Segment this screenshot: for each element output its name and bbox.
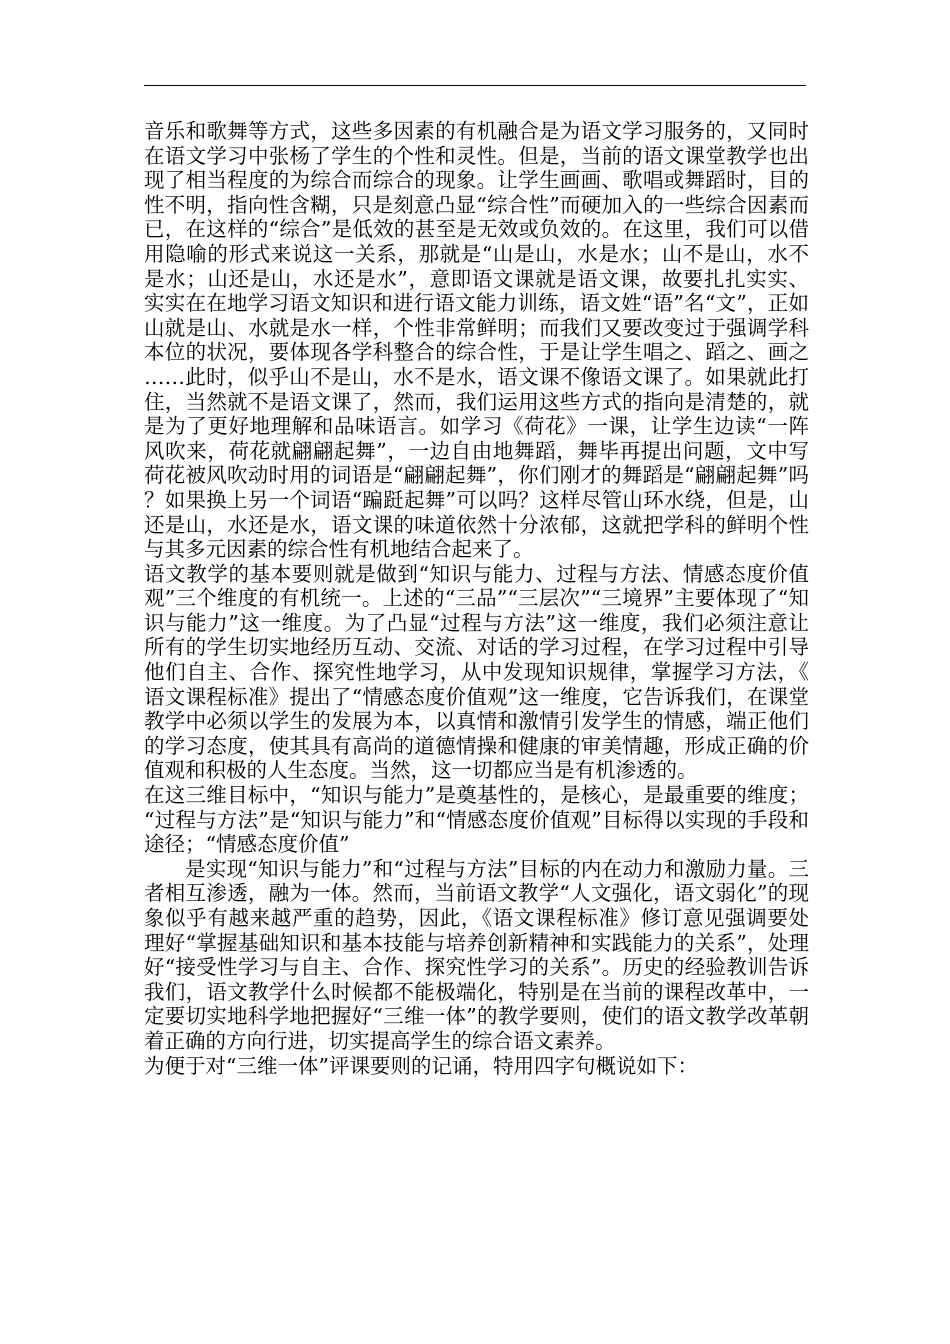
paragraph-4: 是实现“知识与能力”和“过程与方法”目标的内在动力和激励力量。三者相互渗透，融为一体。然而，当前语文教学“人文强化，语文弱化”的现象似乎有越来越严重的趋势，因此，《语文课程标准》修订意见强调要处理好“掌握基础知识和基本技能与培养创新精神和实践能力的关系”，处理好“接受性学习与自主、合作、探究性学习的关系”。历史的经验教训告诉我们，语文教学什么时候都不能极端化，特别是在当前的课程改革中，一定要切实地科学地把握好“三维一体”的教学要则，使们的语文教学改革朝着正确的方向行进，切实提高学生的综合语文素养。 xyxy=(144,856,809,1053)
paragraph-5: 为便于对“三维一体”评课要则的记诵，特用四字句概说如下： xyxy=(144,1053,698,1078)
header-rule xyxy=(144,85,806,86)
paragraph-2: 语文教学的基本要则就是做到“知识与能力、过程与方法、情感态度价值观”三个维度的有机统一。上述的“三品”“三层次”“三境界”主要体现了“知识与能力”这一维度。为了凸显“过程与方法”这一维度，我们必须注意让所有的学生切实地经历互动、交流、对话的学习过程，在学习过程中引导他们自主、合作、探究性地学习，从中发现知识规律，掌握学习方法，《语文课程标准》提出了“情感态度价值观”这一维度，它告诉我们，在课堂教学中必须以学生的发展为本，以真情和激情引发学生的情感，端正他们的学习态度，使其具有高尚的道德情操和健康的审美情趣，形成正确的价值观和积极的人生态度。当然，这一切都应当是有机渗透的。 xyxy=(144,561,809,783)
document-body xyxy=(144,119,809,1078)
paragraph-3: 在这三维目标中，“知识与能力”是奠基性的，是核心，是最重要的维度；“过程与方法”是“知识与能力”和“情感态度价值观”目标得以实现的手段和途径；“情感态度价值” xyxy=(144,783,809,857)
paragraph-1: 音乐和歌舞等方式，这些多因素的有机融合是为语文学习服务的，又同时在语文学习中张杨了学生的个性和灵性。但是，当前的语文课堂教学也出现了相当程度的为综合而综合的现象。让学生画画、歌唱或舞蹈时，目的性不明，指向性含糊，只是刻意凸显“综合性”而硬加入的一些综合因素而已，在这样的“综合”是低效的甚至是无效或负效的。在这里，我们可以借用隐喻的形式来说这一关系，那就是“山是山，水是水；山不是山，水不是水；山还是山，水还是水”，意即语文课就是语文课，故要扎扎实实、实实在在地学习语文知识和进行语文能力训练，语文姓“语”名“文”，正如山就是山、水就是水一样，个性非常鲜明；而我们又要改变过于强调学科本位的状况，要体现各学科整合的综合性，于是让学生唱之、蹈之、画之……此时，似乎山不是山，水不是水，语文课不像语文课了。如果就此打住，当然就不是语文课了，然而，我们运用这些方式的指向是清楚的，就是为了更好地理解和品味语言。如学习《荷花》一课，让学生边读“一阵风吹来，荷花就翩翩起舞”，一边自由地舞蹈，舞毕再提出问题，文中写荷花被风吹动时用的词语是“翩翩起舞”，你们刚才的舞蹈是“翩翩起舞”吗？如果换上另一个词语“蹁跹起舞”可以吗？这样尽管山环水绕，但是，山还是山，水还是水，语文课的味道依然十分浓郁，这就把学科的鲜明个性与其多元因素的综合性有机地结合起来了。 xyxy=(144,119,809,562)
